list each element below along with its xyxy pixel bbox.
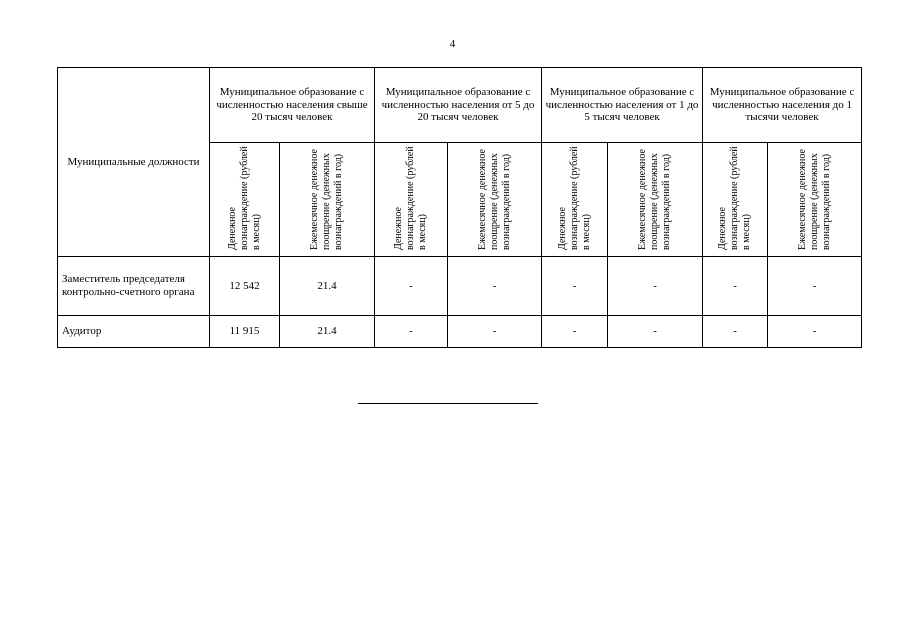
bonus-column-header: Ежемесячное денежное поощрение (денежных вознаграждений в год) (768, 143, 862, 257)
value-cell: - (703, 316, 768, 348)
group-header-row (58, 68, 862, 143)
page-number: 4 (449, 38, 456, 50)
value-cell: 12 542 (210, 257, 280, 316)
value-cell: - (542, 316, 608, 348)
value-cell: - (542, 257, 608, 316)
position-column-header: Муниципальные должности (58, 68, 210, 257)
table-row (58, 257, 862, 316)
footer-separator-line (358, 403, 538, 404)
value-cell: - (768, 316, 862, 348)
value-cell: 21.4 (280, 257, 375, 316)
value-cell: - (768, 257, 862, 316)
value-cell: - (608, 257, 703, 316)
value-cell: - (608, 316, 703, 348)
value-cell: - (375, 257, 448, 316)
group-header-5-20k: Муниципальное образование с численностью населения от 5 до 20 тысяч человек (375, 68, 542, 143)
bonus-column-header: Ежемесячное денежное поощрение (денежных вознаграждений в год) (448, 143, 542, 257)
salary-column-header: Денежное вознаграждение (рублей в месяц) (375, 143, 448, 257)
salary-column-header: Денежное вознаграждение (рублей в месяц) (703, 143, 768, 257)
position-cell: Заместитель председателя контрольно-счетного органа (58, 257, 210, 316)
value-cell: - (448, 257, 542, 316)
group-header-under-1k: Муниципальное образование с численностью населения до 1 тысячи человек (703, 68, 862, 143)
value-cell: - (375, 316, 448, 348)
salary-column-header: Денежное вознаграждение (рублей в месяц) (210, 143, 280, 257)
table-row (58, 316, 862, 348)
salary-table (57, 67, 862, 348)
value-cell: 21.4 (280, 316, 375, 348)
value-cell: 11 915 (210, 316, 280, 348)
bonus-column-header: Ежемесячное денежное поощрение (денежных вознаграждений в год) (608, 143, 703, 257)
value-cell: - (448, 316, 542, 348)
group-header-1-5k: Муниципальное образование с численностью населения от 1 до 5 тысяч человек (542, 68, 703, 143)
position-cell: Аудитор (58, 316, 210, 348)
bonus-column-header: Ежемесячное денежное поощрение (денежных вознаграждений в год) (280, 143, 375, 257)
salary-column-header: Денежное вознаграждение (рублей в месяц) (542, 143, 608, 257)
value-cell: - (703, 257, 768, 316)
group-header-over-20k: Муниципальное образование с численностью населения свыше 20 тысяч человек (210, 68, 375, 143)
